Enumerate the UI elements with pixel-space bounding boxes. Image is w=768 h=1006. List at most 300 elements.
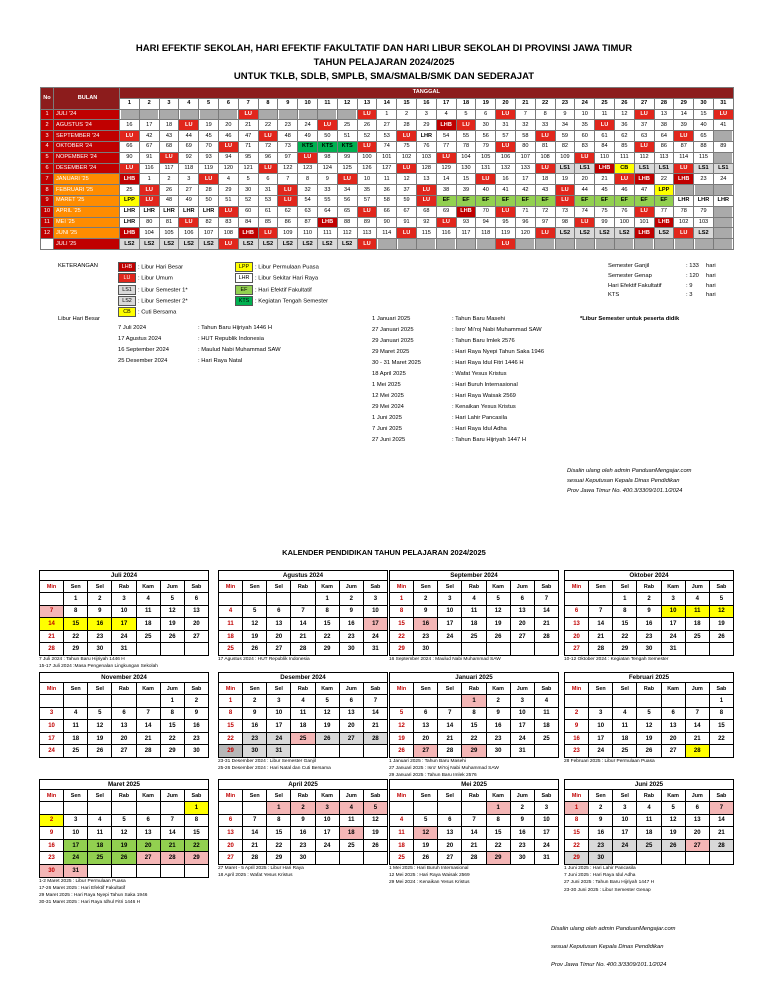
day-cell: LPP <box>654 185 674 196</box>
month-calendar-title: Oktober 2024 <box>564 570 734 580</box>
day-cell: 17 <box>589 732 613 745</box>
day-cell: LU <box>120 131 140 142</box>
day-cell: 81 <box>159 217 179 228</box>
day-cell: 13 <box>339 707 363 720</box>
day-cell: LU <box>298 152 318 163</box>
day-cell: 26 <box>390 745 414 758</box>
day-cell: 10 <box>64 827 88 840</box>
week-row <box>219 630 388 643</box>
day-cell: 14 <box>136 720 160 733</box>
day-cell: 16 <box>40 839 64 852</box>
weekday-row <box>565 683 734 695</box>
day-cell: 8 <box>390 605 414 618</box>
day-cell: 26 <box>160 630 184 643</box>
day-cell: 4 <box>88 814 112 827</box>
day-cell: 35 <box>575 120 595 131</box>
day-cell <box>88 864 112 877</box>
day-cell: 26 <box>112 852 136 865</box>
day-cell: LU <box>535 163 555 174</box>
weekday-header: Sel <box>267 790 291 802</box>
weekday-header: Sel <box>438 683 462 695</box>
day-cell: 120 <box>515 228 535 239</box>
day-cell <box>476 239 496 250</box>
day-cell: 21 <box>595 174 615 185</box>
day-cell: LU <box>416 195 436 206</box>
weekday-header: Min <box>390 683 414 695</box>
holiday-row <box>372 347 544 358</box>
day-cell: 11 <box>291 707 315 720</box>
day-header: 6 <box>218 98 238 109</box>
legend-swatch: LS2 <box>118 296 136 306</box>
weekday-header: Sab <box>534 790 558 802</box>
day-cell: 42 <box>139 131 159 142</box>
day-cell: 5 <box>456 109 476 120</box>
summary-label: KTS <box>608 292 620 299</box>
day-cell: LU <box>555 195 575 206</box>
day-cell: 27 <box>377 120 397 131</box>
day-cell: 2 <box>40 814 64 827</box>
weekday-row <box>219 683 388 695</box>
weekday-header: Sel <box>267 581 291 593</box>
day-cell: 41 <box>713 120 733 131</box>
day-cell: LHB <box>595 163 615 174</box>
day-cell: 10 <box>661 605 685 618</box>
day-cell: 30 <box>637 643 661 656</box>
day-cell: 11 <box>637 814 661 827</box>
day-cell: 20 <box>438 839 462 852</box>
day-cell: 52 <box>238 195 258 206</box>
day-cell: 24 <box>315 839 339 852</box>
day-cell: 80 <box>515 141 535 152</box>
day-cell: 27 <box>685 839 709 852</box>
weekday-row <box>390 683 559 695</box>
day-cell: LU <box>179 120 199 131</box>
week-row <box>219 720 388 733</box>
day-cell: 27 <box>136 852 160 865</box>
day-cell: 54 <box>436 131 456 142</box>
day-cell: 128 <box>416 163 436 174</box>
day-cell: 109 <box>555 152 575 163</box>
month-calendar <box>389 672 559 780</box>
credit-top <box>567 466 692 496</box>
month-no: 10 <box>41 206 54 217</box>
day-cell <box>139 109 159 120</box>
legend-text: : Libur Sekitar Hari Raya <box>255 275 319 282</box>
day-cell: LU <box>674 228 694 239</box>
day-cell: LS2 <box>555 228 575 239</box>
day-cell: 35 <box>357 185 377 196</box>
week-row <box>219 745 388 758</box>
month-note: 29 Januari 2025 : Tahun Baru Imlek 2576 <box>389 773 477 779</box>
day-cell: 12 <box>160 605 184 618</box>
day-cell: 17 <box>315 827 339 840</box>
day-cell: 6 <box>219 814 243 827</box>
weekday-row <box>390 581 559 593</box>
day-cell: LS2 <box>199 239 219 250</box>
day-cell: 30 <box>486 745 510 758</box>
day-cell: LU <box>595 120 615 131</box>
day-cell: 105 <box>476 152 496 163</box>
day-cell: LHB <box>238 228 258 239</box>
day-cell <box>218 109 238 120</box>
day-cell: 13 <box>414 720 438 733</box>
day-cell: 3 <box>589 707 613 720</box>
week-row <box>565 695 734 708</box>
day-cell: 61 <box>595 131 615 142</box>
day-cell: 23 <box>291 839 315 852</box>
day-cell: 14 <box>438 720 462 733</box>
day-cell: 58 <box>515 131 535 142</box>
day-cell: 9 <box>184 707 208 720</box>
day-cell: 21 <box>438 732 462 745</box>
day-cell: 22 <box>160 732 184 745</box>
day-header: 31 <box>713 98 733 109</box>
day-cell: 24 <box>112 630 136 643</box>
day-cell: 36 <box>614 120 634 131</box>
summary-label: Semester Genap <box>608 272 652 279</box>
holiday-date: 17 Agustus 2024 <box>118 336 162 342</box>
day-cell: 43 <box>535 185 555 196</box>
day-cell: 2 <box>397 109 417 120</box>
day-cell: 4 <box>219 605 243 618</box>
day-cell: 110 <box>298 228 318 239</box>
weekday-header: Rab <box>291 581 315 593</box>
day-cell: 25 <box>462 630 486 643</box>
day-cell: 13 <box>438 827 462 840</box>
summary-block <box>608 262 716 301</box>
day-cell: 15 <box>486 827 510 840</box>
day-cell: 56 <box>476 131 496 142</box>
day-cell: 67 <box>397 206 417 217</box>
day-cell: LS2 <box>317 239 337 250</box>
week-row <box>219 593 388 606</box>
day-cell: 31 <box>363 643 387 656</box>
day-cell: 12 <box>112 827 136 840</box>
day-cell: 89 <box>713 141 733 152</box>
day-cell: 11 <box>462 605 486 618</box>
day-cell: 49 <box>298 131 318 142</box>
day-cell: 30 <box>184 745 208 758</box>
month-note: 27 Maret - 5 April 2025 : Libur Hari Raya <box>218 865 304 871</box>
day-cell: 11 <box>377 174 397 185</box>
day-cell: LU <box>496 239 516 250</box>
day-cell: 4 <box>390 814 414 827</box>
day-cell: 130 <box>456 163 476 174</box>
day-cell: 12 <box>637 720 661 733</box>
day-cell: KTS <box>317 141 337 152</box>
day-cell: 26 <box>486 630 510 643</box>
day-cell: 18 <box>535 174 555 185</box>
day-cell: 87 <box>674 141 694 152</box>
month-grid <box>389 789 559 865</box>
day-cell: 86 <box>654 141 674 152</box>
summary-unit: hari <box>706 292 716 299</box>
weekday-header: Kam <box>661 581 685 593</box>
holiday-row <box>372 391 544 402</box>
summary-value: : 3 <box>686 292 693 299</box>
day-cell: 19 <box>709 618 733 631</box>
effective-days-table <box>40 87 734 250</box>
day-cell: 54 <box>298 195 318 206</box>
day-cell: 92 <box>179 152 199 163</box>
day-cell: 14 <box>436 174 456 185</box>
month-calendar <box>389 779 559 887</box>
day-cell: LU <box>674 163 694 174</box>
day-cell: 24 <box>64 852 88 865</box>
day-cell: 27 <box>565 643 589 656</box>
day-cell: 29 <box>613 643 637 656</box>
month-no: 4 <box>41 141 54 152</box>
weekday-header: Jum <box>339 581 363 593</box>
day-cell: LU <box>535 228 555 239</box>
holiday-name: : Tahun Baru Hijriyah 1447 H <box>452 437 527 443</box>
legend-item <box>235 262 328 273</box>
day-cell <box>112 802 136 815</box>
day-cell: 119 <box>199 163 219 174</box>
week-row <box>219 827 388 840</box>
weekday-header: Sel <box>267 683 291 695</box>
day-cell: 6 <box>184 593 208 606</box>
week-row <box>565 839 734 852</box>
month-grid <box>389 682 559 758</box>
month-note: 18 April 2025 : Wafat Yesus Kristus <box>218 873 293 879</box>
day-cell: 39 <box>674 120 694 131</box>
day-cell: EF <box>634 195 654 206</box>
day-cell: 28 <box>291 643 315 656</box>
weekday-header: Kam <box>486 683 510 695</box>
day-cell: LU <box>416 185 436 196</box>
month-name: APRIL '25 <box>54 206 120 217</box>
day-cell: 70 <box>199 141 219 152</box>
credit-line: Prov Jawa Timur No. 400.3/3309/101.1/2024 <box>551 962 667 968</box>
day-cell: 6 <box>136 814 160 827</box>
day-cell: 27 <box>267 643 291 656</box>
day-cell: 17 <box>510 720 534 733</box>
holiday-name: : Hari Raya Nyepi Tahun Saka 1946 <box>452 349 545 355</box>
weekday-header: Rab <box>462 683 486 695</box>
day-cell: 12 <box>397 174 417 185</box>
day-cell: 3 <box>267 695 291 708</box>
day-cell: 20 <box>339 720 363 733</box>
day-cell: 5 <box>709 593 733 606</box>
holiday-date: 29 Januari 2025 <box>372 338 414 344</box>
day-cell: 3 <box>510 695 534 708</box>
day-cell: 123 <box>298 163 318 174</box>
holiday-date: 1 Mei 2025 <box>372 382 401 388</box>
day-cell: LU <box>218 206 238 217</box>
day-cell: 88 <box>337 217 357 228</box>
day-cell: 60 <box>575 131 595 142</box>
week-row <box>219 695 388 708</box>
day-cell: 5 <box>390 707 414 720</box>
day-header: 4 <box>179 98 199 109</box>
day-cell: 26 <box>414 852 438 865</box>
day-cell <box>634 239 654 250</box>
day-cell: 15 <box>694 109 714 120</box>
day-cell: 24 <box>298 120 318 131</box>
day-cell: 117 <box>159 163 179 174</box>
holiday-name: : Hari Buruh Internasional <box>452 382 518 388</box>
day-cell: 51 <box>337 131 357 142</box>
day-cell: 96 <box>515 217 535 228</box>
day-cell: 100 <box>614 217 634 228</box>
day-cell: LU <box>139 195 159 206</box>
legend-swatch: LU <box>118 273 136 283</box>
day-cell: 6 <box>510 593 534 606</box>
day-cell: 23 <box>694 174 714 185</box>
week-row <box>565 720 734 733</box>
day-cell: 2 <box>589 802 613 815</box>
day-cell: LU <box>199 174 219 185</box>
legend-text: : Libur Permulaan Puasa <box>255 264 319 271</box>
day-cell: LU <box>614 174 634 185</box>
day-cell: 20 <box>112 732 136 745</box>
day-cell: 17 <box>139 120 159 131</box>
week-row <box>219 732 388 745</box>
holiday-row <box>372 424 544 435</box>
day-cell: 12 <box>363 814 387 827</box>
day-cell: LU <box>179 217 199 228</box>
week-row <box>219 814 388 827</box>
week-row <box>390 802 559 815</box>
day-cell <box>438 802 462 815</box>
month-row <box>41 163 734 174</box>
holiday-date: 16 September 2024 <box>118 347 169 353</box>
day-cell <box>199 109 219 120</box>
day-cell: 11 <box>613 720 637 733</box>
day-cell: 1 <box>315 593 339 606</box>
day-cell: 133 <box>515 163 535 174</box>
month-name: MARET '25 <box>54 195 120 206</box>
day-cell: 7 <box>40 605 64 618</box>
day-cell <box>709 643 733 656</box>
day-cell: 16 <box>88 618 112 631</box>
day-cell: 27 <box>219 852 243 865</box>
month-no: 8 <box>41 185 54 196</box>
weekday-header: Sel <box>88 581 112 593</box>
day-cell: LU <box>120 163 140 174</box>
month-no: 5 <box>41 152 54 163</box>
day-cell: 25 <box>64 745 88 758</box>
day-cell <box>179 109 199 120</box>
day-cell: 50 <box>317 131 337 142</box>
day-cell: 121 <box>238 163 258 174</box>
day-cell: 124 <box>317 163 337 174</box>
week-row <box>390 593 559 606</box>
day-header: 16 <box>416 98 436 109</box>
day-cell <box>315 745 339 758</box>
day-cell: 26 <box>709 630 733 643</box>
day-cell: LU <box>218 141 238 152</box>
month-calendar-title: Januari 2025 <box>389 672 559 682</box>
day-cell: EF <box>654 195 674 206</box>
day-cell: LU <box>357 239 377 250</box>
weekday-header: Jum <box>510 683 534 695</box>
day-cell: 72 <box>535 206 555 217</box>
day-cell: 15 <box>565 827 589 840</box>
week-row <box>565 593 734 606</box>
day-cell: 16 <box>291 827 315 840</box>
weekday-header: Kam <box>315 581 339 593</box>
day-cell: 11 <box>88 827 112 840</box>
month-calendar <box>218 672 388 772</box>
day-cell <box>339 852 363 865</box>
day-cell: 11 <box>390 827 414 840</box>
month-note: 23-31 Desember 2024 : Libur Semester Ganjil <box>218 758 316 764</box>
day-cell <box>40 695 64 708</box>
day-cell: 27 <box>112 745 136 758</box>
day-header: 24 <box>575 98 595 109</box>
day-cell: 48 <box>159 195 179 206</box>
day-cell: 16 <box>486 720 510 733</box>
day-cell: 56 <box>337 195 357 206</box>
day-cell <box>674 239 694 250</box>
day-cell <box>438 695 462 708</box>
credit-line: sesuai Keputusan Kepala Dinas Pendidikan <box>551 944 664 950</box>
day-cell: LU <box>575 217 595 228</box>
day-cell: 8 <box>462 707 486 720</box>
day-header: 29 <box>674 98 694 109</box>
day-cell: 108 <box>218 228 238 239</box>
holiday-name: : Hari Raya Natal <box>198 358 243 364</box>
weekday-header: Min <box>565 581 589 593</box>
weekday-header: Sab <box>709 683 733 695</box>
day-cell: 94 <box>476 217 496 228</box>
holiday-date: 29 Maret 2025 <box>372 349 410 355</box>
weekday-header: Sab <box>534 683 558 695</box>
month-no: 3 <box>41 131 54 142</box>
day-cell: 24 <box>713 174 733 185</box>
weekday-header: Rab <box>462 790 486 802</box>
day-cell: LHR <box>713 195 733 206</box>
day-cell: 21 <box>363 720 387 733</box>
month-calendar <box>389 570 559 663</box>
day-cell: 49 <box>179 195 199 206</box>
day-cell: 71 <box>238 141 258 152</box>
month-grid <box>389 580 559 656</box>
day-cell: 17 <box>64 839 88 852</box>
day-cell: 23 <box>486 732 510 745</box>
day-cell: 24 <box>661 630 685 643</box>
month-name: JULI '25 <box>54 239 120 250</box>
day-cell: 66 <box>377 206 397 217</box>
week-row <box>40 618 209 631</box>
holiday-row <box>372 380 544 391</box>
day-cell: 31 <box>534 852 558 865</box>
weekday-header: Jum <box>510 581 534 593</box>
day-cell <box>160 802 184 815</box>
holiday-name: : Tahun Baru Hijriyah 1446 H <box>198 325 273 331</box>
legend-text: : Libur Hari Besar <box>138 264 184 271</box>
day-cell: 25 <box>291 732 315 745</box>
day-cell: 115 <box>416 228 436 239</box>
day-cell: 114 <box>377 228 397 239</box>
month-name: JANUARI '25 <box>54 174 120 185</box>
day-cell <box>613 852 637 865</box>
day-cell: 19 <box>555 174 575 185</box>
month-calendar <box>39 672 209 758</box>
day-cell: 132 <box>496 163 516 174</box>
week-row <box>40 839 209 852</box>
legend-swatch: LPP <box>235 262 253 272</box>
weekday-header: Sab <box>534 581 558 593</box>
day-cell: 15 <box>184 827 208 840</box>
day-cell: 5 <box>363 802 387 815</box>
day-cell: 79 <box>694 206 714 217</box>
day-cell: 11 <box>219 618 243 631</box>
month-no: 6 <box>41 163 54 174</box>
day-cell: 22 <box>267 839 291 852</box>
